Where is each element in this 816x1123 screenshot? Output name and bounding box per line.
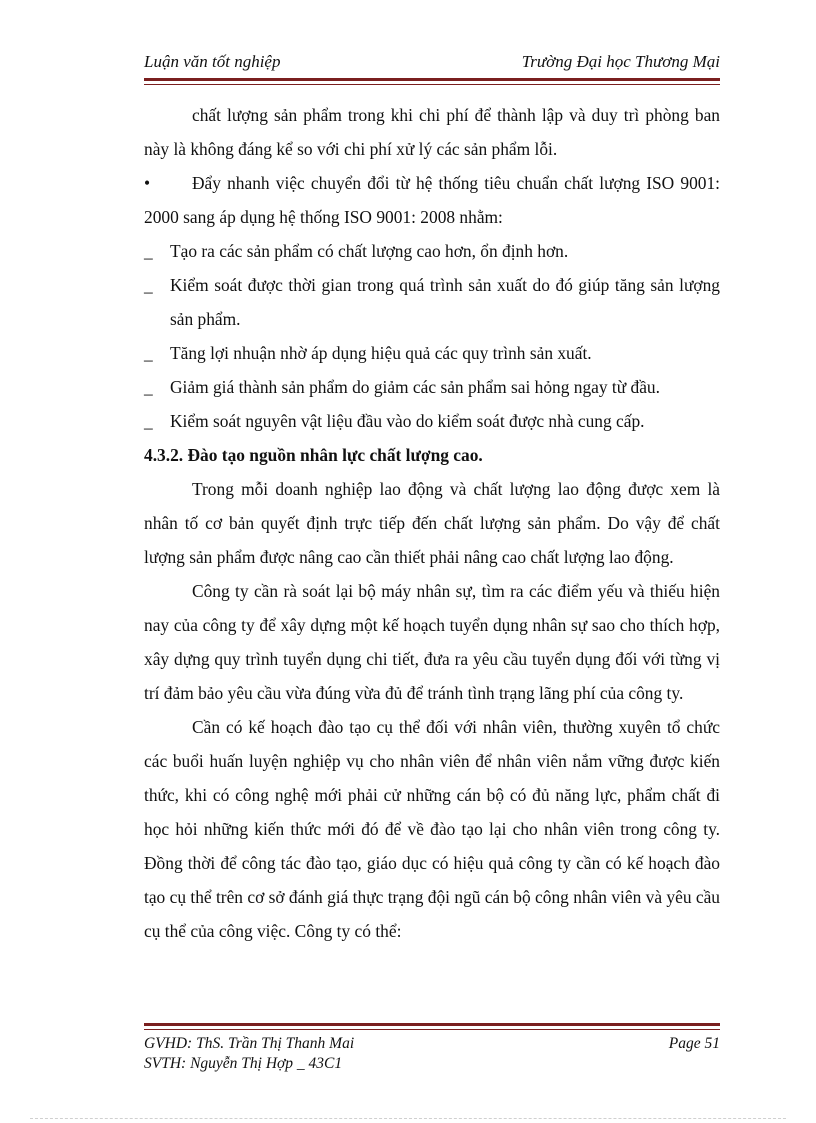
section-heading: 4.3.2. Đào tạo nguồn nhân lực chất lượng cao.	[144, 445, 483, 465]
page-header	[144, 52, 720, 76]
dash-item-text: Kiểm soát nguyên vật liệu đầu vào do kiểm soát được nhà cung cấp.	[170, 411, 645, 431]
paragraph-text: chất lượng sản phẩm trong khi chi phí để thành lập và duy trì phòng ban này là không đáng kể so với chi phí xử lý các sản phẩm lỗi.	[144, 105, 720, 159]
paragraph: Cần có kế hoạch đào tạo cụ thể đối với nhân viên, thường xuyên tổ chức các buổi huấn luyện nghiệp vụ cho nhân viên để nhân viên nắm vững được kiến thức, khi có công nghệ mới phải cử những cán bộ có đủ năng lực, phẩm chất đi học hỏi những kiến thức mới đó để về đào tạo lại cho nhân viên trong công ty. Đồng thời để công tác đào tạo, giáo dục có hiệu quả công ty cần có kế hoạch đào tạo cụ thể trên cơ sở đánh giá thực trạng đội ngũ cán bộ công nhân viên và yêu cầu cụ thể của công việc. Công ty có thể:	[144, 717, 720, 941]
page-edge-divider	[30, 1118, 786, 1119]
header-rule	[144, 78, 720, 85]
dash-item-text: Kiểm soát được thời gian trong quá trình sản xuất do đó giúp tăng sản lượng sản phẩm.	[170, 275, 720, 329]
page-number: Page 51	[668, 1035, 720, 1052]
bullet-item	[144, 166, 720, 234]
footer-advisor: GVHD: ThS. Trần Thị Thanh Mai	[144, 1035, 355, 1052]
footer-rule	[144, 1023, 720, 1030]
dash-item-text: Tăng lợi nhuận nhờ áp dụng hiệu quả các quy trình sản xuất.	[170, 343, 592, 363]
dash-item	[144, 370, 720, 404]
dash-marker: _	[144, 343, 153, 363]
dash-item-text: Tạo ra các sản phẩm có chất lượng cao hơn, ổn định hơn.	[170, 241, 569, 261]
dash-marker: _	[144, 275, 153, 295]
bullet-text: Đẩy nhanh việc chuyển đổi từ hệ thống tiêu chuẩn chất lượng ISO 9001: 2000 sang áp dụng hệ thống ISO 9001: 2008 nhằm:	[144, 173, 720, 227]
dash-item	[144, 336, 720, 370]
dash-item	[144, 404, 720, 438]
page-footer	[144, 1034, 720, 1074]
dash-marker: _	[144, 241, 153, 261]
paragraph: Trong mỗi doanh nghiệp lao động và chất lượng lao động được xem là nhân tố cơ bản quyết định trực tiếp đến chất lượng sản phẩm. Do vậy để chất lượng sản phẩm được nâng cao cần thiết phải nâng cao chất lượng lao động.	[144, 479, 720, 567]
dash-item	[144, 234, 720, 268]
bullet-marker: •	[144, 173, 151, 193]
header-thesis-title: Luận văn tốt nghiệp	[144, 52, 281, 71]
header-university: Trường Đại học Thương Mại	[521, 52, 720, 71]
dash-item-text: Giảm giá thành sản phẩm do giảm các sản phẩm sai hỏng ngay từ đầu.	[170, 377, 660, 397]
dash-marker: _	[144, 377, 153, 397]
dash-item	[144, 268, 720, 336]
paragraph-continuation	[144, 98, 720, 166]
page-body	[144, 98, 720, 948]
footer-student: SVTH: Nguyễn Thị Hợp _ 43C1	[144, 1055, 343, 1072]
dash-marker: _	[144, 411, 153, 431]
paragraph: Công ty cần rà soát lại bộ máy nhân sự, tìm ra các điểm yếu và thiếu hiện nay của công ty để xây dựng một kế hoạch tuyển dụng nhân sự sao cho thích hợp, xây dựng quy trình tuyển dụng chi tiết, đưa ra yêu cầu tuyển dụng đối với từng vị trí đảm bảo yêu cầu vừa đúng vừa đủ để tránh tình trạng lãng phí của công ty.	[144, 581, 720, 703]
